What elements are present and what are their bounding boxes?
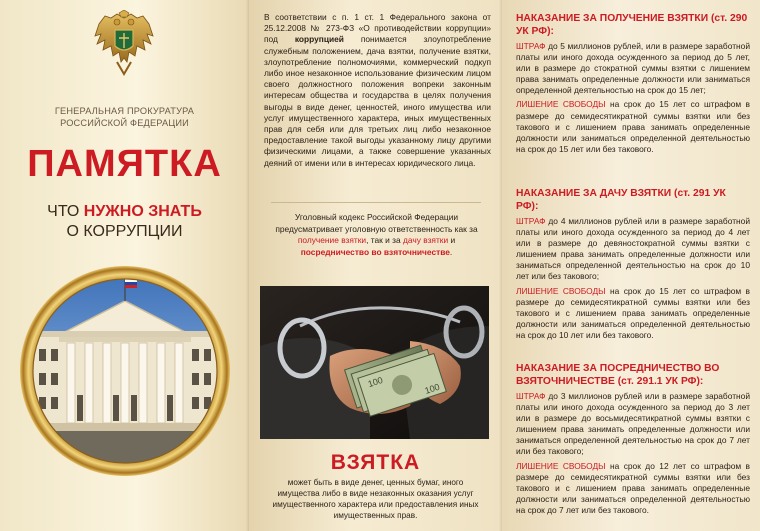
note-text3: и xyxy=(448,235,456,245)
fine-label: ШТРАФ xyxy=(516,391,546,401)
memo-title: ПАМЯТКА xyxy=(27,143,222,185)
corruption-definition xyxy=(264,12,491,169)
definition-keyword: коррупцией xyxy=(294,34,344,45)
divider xyxy=(271,202,481,203)
double-headed-eagle-emblem-icon xyxy=(93,10,155,76)
section-prison xyxy=(516,99,750,154)
section-fine xyxy=(516,41,750,96)
section-heading: НАКАЗАНИЕ ЗА ПОЛУЧЕНИЕ ВЗЯТКИ (ст. 290 УК РФ): xyxy=(516,13,748,37)
criminal-code-note xyxy=(267,212,486,258)
note-end: . xyxy=(449,246,453,257)
note-text2: , так и за xyxy=(366,235,403,245)
penalties-panel xyxy=(502,0,760,531)
subtitle-line2: О КОРРУПЦИИ xyxy=(66,223,183,240)
bribe-heading: ВЗЯТКА xyxy=(330,451,421,474)
prison-label: ЛИШЕНИЕ СВОБОДЫ xyxy=(516,285,606,296)
organization-line1: ГЕНЕРАЛЬНАЯ ПРОКУРАТУРА xyxy=(54,106,195,116)
svg-text:100: 100 xyxy=(366,374,385,390)
section-prison xyxy=(516,461,750,516)
definition-part2: понимается злоупотребление служебным положением, дача взятки, получение взятки, злоупотребление полномочиями, коммерческий подкуп либо иное незаконное использование физическим лицом своего должностного положения вопреки законным интересам общества и государства в целях получения выгоды в виде денег, ценностей, иного имущества или услуг имущественного характера, иных имущественных прав для себя или для третьих лиц либо незаконное предоставление такой выгоды указанному лицу другими физическими лицами, а также совершение указанных деяний от имени или в интересах юридического лица. xyxy=(264,34,491,168)
prison-text: на срок до 12 лет со штрафом в размере до семидесятикратной суммы взятки или без такового и с лишением права занимать определенные должности или заниматься определенной деятельностью на срок до 7 лет или без такового. xyxy=(516,460,751,515)
bribe-description: может быть в виде денег, ценных бумаг, иного имущества либо в виде незаконных оказания услуг имущественного характера или предоставления иных имущественных прав. xyxy=(272,478,479,520)
prison-text: на срок до 15 лет со штрафом в размере до семидесятикратной суммы взятки или без такового и с лишением права занимать определенные должности или заниматься определенной деятельностью на срок до 10 лет или без такового. xyxy=(516,285,751,340)
section-heading: НАКАЗАНИЕ ЗА ДАЧУ ВЗЯТКИ (ст. 291 УК РФ): xyxy=(516,188,726,212)
section-prison xyxy=(516,286,750,341)
prison-label: ЛИШЕНИЕ СВОБОДЫ xyxy=(516,99,606,110)
section-fine xyxy=(516,216,750,283)
handcuffed-hands-money-photo xyxy=(260,286,489,439)
penalty-section-receiving xyxy=(516,13,750,155)
fine-text: до 3 миллионов рублей или в размере заработной платы или иного дохода осужденного за период до 3 лет или в размере до восьмидесятикратной суммы взятки с лишением права занимать определенные должности или заниматься определенной деятельностью на срок до 7 лет или без такового; xyxy=(516,391,750,457)
note-mediation: посредничество во взяточничестве xyxy=(300,246,450,257)
definition-part1: В соответствии с п. 1 ст. 1 Федерального закона от 25.12.2008 № 273-ФЗ «О противодействии коррупции» под xyxy=(264,12,491,45)
prison-text: на срок до 15 лет со штрафом в размере до семидесятикратной суммы взятки или без такового и с лишением права занимать определенные должности или заниматься определенной деятельностью на срок до 15 лет или без такового. xyxy=(516,99,751,154)
svg-text:100: 100 xyxy=(423,381,441,396)
definition-panel xyxy=(249,0,502,531)
note-receiving-bribe: получение взятки xyxy=(297,235,367,245)
note-text1: Уголовный кодекс Российской Федерации предусматривает уголовную ответственность как за xyxy=(275,212,478,234)
prosecutor-building-medallion xyxy=(19,265,231,477)
organization-name xyxy=(20,105,229,129)
prison-label: ЛИШЕНИЕ СВОБОДЫ xyxy=(516,460,606,471)
subtitle-prefix: ЧТО xyxy=(47,203,80,220)
fine-label: ШТРАФ xyxy=(516,41,546,51)
penalty-section-giving xyxy=(516,188,750,341)
fine-text: до 4 миллионов рублей или в размере заработной платы или иного дохода осужденного за период до 4 лет или в размере до девяностократной суммы взятки с лишением права занимать определенные должности или заниматься определенной деятельностью на срок до 10 лет или без такового; xyxy=(516,216,750,282)
fine-label: ШТРАФ xyxy=(516,216,546,226)
fine-text: до 5 миллионов рублей, или в размере заработной платы или иного дохода осужденного за период до 5 лет, или в размере до стократной суммы взятки с лишением права занимать определенные должности или заниматься определенной деятельностью на срок до 15 лет; xyxy=(516,41,750,96)
subtitle-line1 xyxy=(0,202,249,222)
organization-line2: РОССИЙСКОЙ ФЕДЕРАЦИИ xyxy=(60,118,189,128)
subtitle-highlight: НУЖНО ЗНАТЬ xyxy=(83,203,202,220)
section-fine xyxy=(516,391,750,458)
penalty-section-mediation xyxy=(516,363,750,516)
section-heading: НАКАЗАНИЕ ЗА ПОСРЕДНИЧЕСТВО ВО ВЗЯТОЧНИЧЕСТВЕ (ст. 291.1 УК РФ): xyxy=(516,363,720,387)
cover-panel xyxy=(0,0,249,531)
note-giving-bribe: дачу взятки xyxy=(403,235,449,245)
